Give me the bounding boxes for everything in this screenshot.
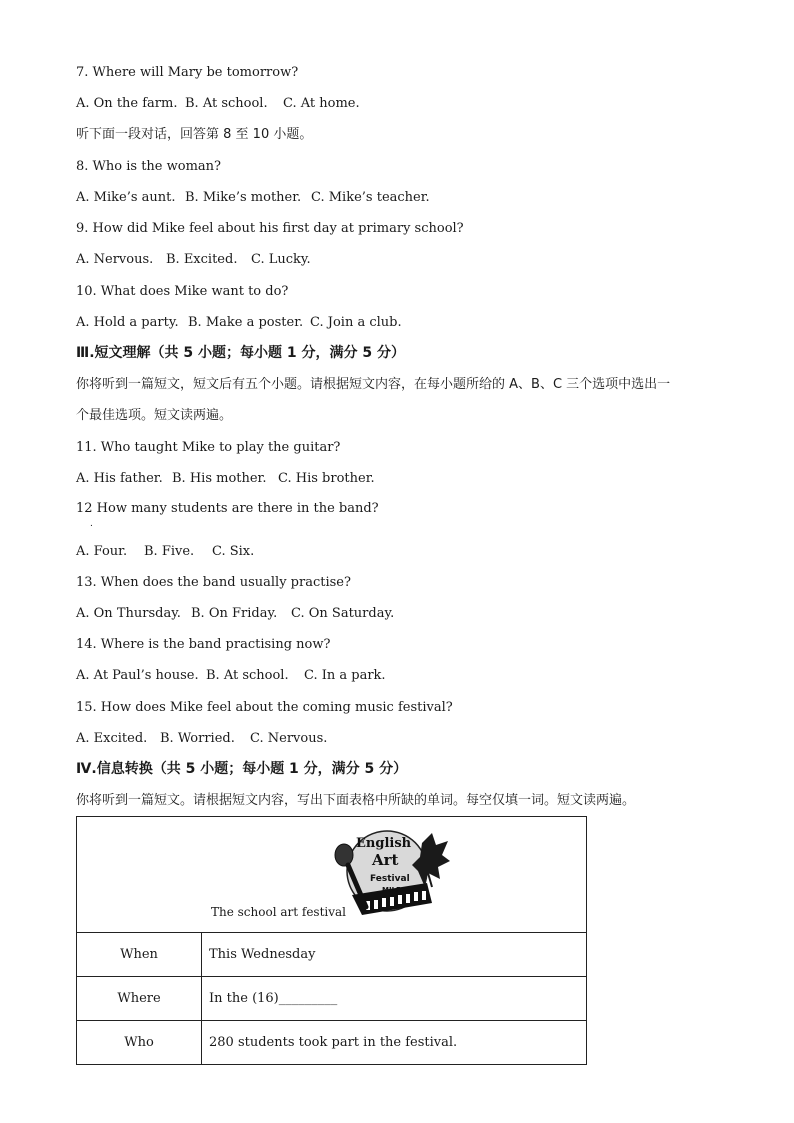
question-7: 7. Where will Mary be tomorrow? xyxy=(76,65,299,80)
section-3-instruction-line1: 你将听到一篇短文，短文后有五个小题。请根据短文内容，在每小题所给的 A、B、C 三个选项中选出一 xyxy=(76,377,671,392)
question-9: 9. How did Mike feel about his first day at primary school? xyxy=(76,221,464,236)
question-13: 13. When does the band usually practise? xyxy=(76,575,351,590)
question-12: 12 How many students are there in the band? xyxy=(76,501,379,516)
option-c: C. Lucky. xyxy=(251,252,311,267)
question-7-options xyxy=(76,96,360,112)
info-table xyxy=(76,816,587,1065)
option-b: B. At school. xyxy=(185,96,268,111)
option-a: A. Nervous. xyxy=(76,252,154,267)
question-13-options xyxy=(76,606,394,622)
question-11-options xyxy=(76,471,375,487)
question-10: 10. What does Mike want to do? xyxy=(76,284,289,299)
table-row xyxy=(77,933,587,977)
art-festival-logo-icon xyxy=(332,825,452,921)
option-a: A. His father. xyxy=(76,471,163,486)
question-15: 15. How does Mike feel about the coming music festival? xyxy=(76,700,453,715)
option-a: A. At Paul’s house. xyxy=(76,668,199,683)
section-3-title: Ⅲ.短文理解（共 5 小题；每小题 1 分，满分 5 分） xyxy=(76,345,406,361)
section-4-instruction: 你将听到一篇短文。请根据短文内容，写出下面表格中所缺的单词。每空仅填一词。短文读两遍。 xyxy=(76,793,636,808)
logo-word-festival: Festival xyxy=(370,874,410,884)
option-c: C. Nervous. xyxy=(250,731,328,746)
row-label-when: When xyxy=(77,933,202,977)
instruction-8-10: 听下面一段对话，回答第 8 至 10 小题。 xyxy=(76,127,313,142)
option-b: B. Excited. xyxy=(166,252,238,267)
table-row xyxy=(77,1021,587,1065)
option-c: C. Mike’s teacher. xyxy=(311,190,430,205)
option-a: A. Four. xyxy=(76,544,128,559)
option-a: A. Excited. xyxy=(76,731,148,746)
option-c: C. Six. xyxy=(212,544,255,559)
row-label-who: Who xyxy=(77,1021,202,1065)
question-15-options xyxy=(76,731,327,747)
option-b: B. Five. xyxy=(144,544,195,559)
question-14: 14. Where is the band practising now? xyxy=(76,637,331,652)
option-c: C. His brother. xyxy=(278,471,375,486)
option-b: B. On Friday. xyxy=(191,606,278,621)
logo-word-english: English xyxy=(356,836,412,851)
option-b: B. Mike’s mother. xyxy=(185,190,302,205)
option-b: B. His mother. xyxy=(172,471,267,486)
option-c: C. Join a club. xyxy=(310,315,402,330)
option-a: A. On the farm. xyxy=(76,96,178,111)
row-value-who: 280 students took part in the festival. xyxy=(202,1021,587,1065)
option-c: C. In a park. xyxy=(304,668,386,683)
question-8-options xyxy=(76,190,430,206)
logo-word-miles: MILES xyxy=(382,886,406,894)
question-12-options xyxy=(76,544,254,560)
option-a: A. On Thursday. xyxy=(76,606,181,621)
question-10-options xyxy=(76,315,402,331)
option-c: C. At home. xyxy=(283,96,360,111)
row-label-where: Where xyxy=(77,977,202,1021)
logo-word-art: Art xyxy=(372,851,399,869)
section-4-title: Ⅳ.信息转换（共 5 小题；每小题 1 分，满分 5 分） xyxy=(76,761,408,777)
table-row xyxy=(77,977,587,1021)
row-value-where: In the (16)_________ xyxy=(202,977,587,1021)
option-a: A. Mike’s aunt. xyxy=(76,190,176,205)
row-value-when: This Wednesday xyxy=(202,933,587,977)
option-a: A. Hold a party. xyxy=(76,315,179,330)
question-14-options xyxy=(76,668,386,684)
section-3-instruction-line2: 个最佳选项。短文读两遍。 xyxy=(76,408,233,423)
question-11: 11. Who taught Mike to play the guitar? xyxy=(76,440,341,455)
option-b: B. Worried. xyxy=(160,731,235,746)
table-header-cell xyxy=(77,817,587,933)
option-b: B. At school. xyxy=(206,668,289,683)
table-caption: The school art festival xyxy=(211,905,347,919)
stray-dot: . xyxy=(90,519,93,529)
option-b: B. Make a poster. xyxy=(188,315,304,330)
option-c: C. On Saturday. xyxy=(291,606,395,621)
question-8: 8. Who is the woman? xyxy=(76,159,221,174)
question-9-options xyxy=(76,252,311,268)
